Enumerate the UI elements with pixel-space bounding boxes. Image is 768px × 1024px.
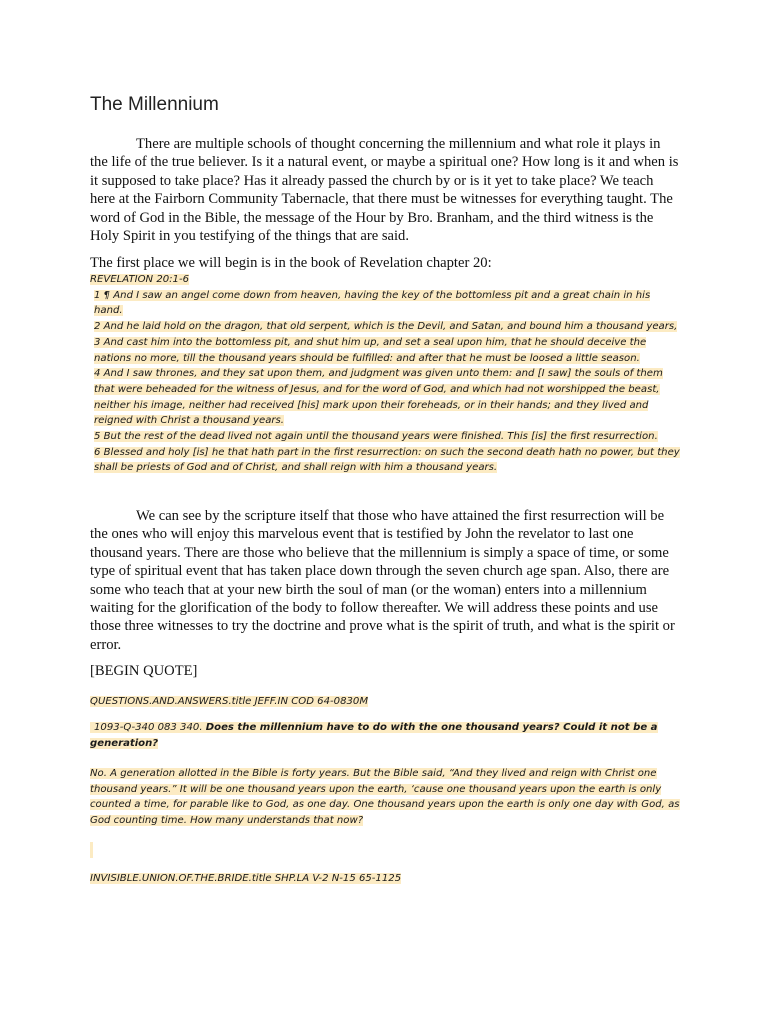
quote-source-1: QUESTIONS.AND.ANSWERS.title JEFF.IN COD 64-0830M <box>90 696 369 707</box>
scripture-verse: 5 But the rest of the dead lived not again until the thousand years were finished. This [is] the first resurrection. <box>94 431 658 443</box>
second-paragraph: We can see by the scripture itself that those who have attained the first resurrection will be the ones who will enjoy this marvelous event that is testified by John the revelator to last one thousand years. There are those who believe that the millennium is simply a space of time, or some type of spiritual event that has taken place down through the seven church age span. Also, there are some who teach that at your new birth the soul of man (or the woman) enters into a millennium waiting for the glorification of the body to follow thereafter. We will address these points and use those three witnesses to try the doctrine and prove what is the spirit of truth, and what is the spirit or error. <box>90 508 675 653</box>
quote-answer: No. A generation allotted in the Bible is forty years. But the Bible said, “And they lived and reign with Christ one thousand years.” It will be one thousand years upon the earth, ‘cause one thousand years upon the earth is only counted a time, for parable like to God, as one day. One thousand years upon the earth is only one day with God, as God counting time. How many understands that now? <box>90 768 680 827</box>
page-title: The Millennium <box>90 94 219 115</box>
scripture-verse: 2 And he laid hold on the dragon, that old serpent, which is the Devil, and Satan, and bound him a thousand years, <box>94 321 678 333</box>
scripture-verse: 6 Blessed and holy [is] he that hath part in the first resurrection: on such the second death hath no power, but they shall be priests of God and of Christ, and shall reign with him a thousand years. <box>94 446 680 474</box>
quote-source-2: INVISIBLE.UNION.OF.THE.BRIDE.title SHP.LA V-2 N-15 65-1125 <box>90 873 402 884</box>
scripture-block <box>90 272 680 476</box>
quote-question <box>90 720 680 751</box>
quote-question-text: Does the millennium have to do with the one thousand years? Could it not be a generation? <box>90 722 658 749</box>
begin-quote-marker: [BEGIN QUOTE] <box>90 663 198 679</box>
scripture-verse: 3 And cast him into the bottomless pit, and shut him up, and set a seal upon him, that he should deceive the nations no more, till the thousand years should be fulfilled: and after that he must be loosed a little season. <box>94 336 647 364</box>
scripture-verse: 1 ¶ And I saw an angel come down from heaven, having the key of the bottomless pit and a great chain in his hand. <box>94 289 651 317</box>
intro-paragraph: There are multiple schools of thought concerning the millennium and what role it plays in the life of the true believer. Is it a natural event, or maybe a spiritual one? How long is it and when is it supposed to take place? Has it already passed the church by or is it yet to take place? We teach here at the Fairborn Community Tabernacle, that there must be witnesses for everything taught. The word of God in the Bible, the message of the Hour by Bro. Branham, and the third witness is the Holy Spirit in you testifying of the things that are said. <box>90 136 679 245</box>
empty-highlight-line <box>90 842 93 858</box>
first-place-line: The first place we will begin is in the book of Revelation chapter 20: <box>90 255 492 271</box>
quote-question-number: 1093-Q-340 083 340. <box>90 722 203 733</box>
scripture-verse: 4 And I saw thrones, and they sat upon them, and judgment was given unto them: and [I saw] the souls of them that were beheaded for the witness of Jesus, and for the word of God, and which had not worshipped the beast, neither his image, neither had received [his] mark upon their foreheads, or in their hands; and they lived and reigned with Christ a thousand years. <box>94 368 663 427</box>
scripture-reference: REVELATION 20:1-6 <box>90 274 190 285</box>
